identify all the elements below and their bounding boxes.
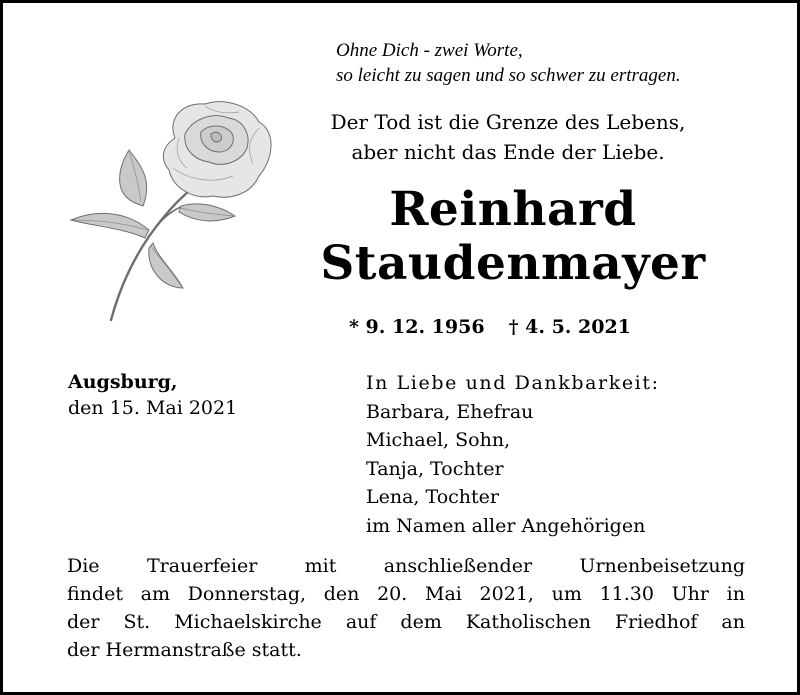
family-member: im Namen aller Angehörigen [366, 514, 646, 537]
opening-quote [336, 38, 681, 88]
death-date: † 4. 5. 2021 [508, 316, 631, 338]
family-member: Barbara, Ehefrau [366, 400, 534, 423]
family-list [366, 369, 660, 540]
place-and-date [68, 369, 237, 421]
motto-line: Der Tod ist die Grenze des Lebens, [330, 110, 686, 134]
funeral-notice [67, 552, 745, 664]
family-heading: In Liebe und Dankbarkeit: [366, 372, 660, 394]
last-name: Staudenmayer [320, 236, 706, 291]
rose-icon [63, 98, 278, 328]
notice-date: den 15. Mai 2021 [68, 397, 238, 419]
notice-line: findet am Donnerstag, den 20. Mai 2021, um 11.30 Uhr in [67, 583, 745, 605]
quote-line: Ohne Dich - zwei Worte, [336, 40, 523, 61]
motto-line: aber nicht das Ende der Liebe. [351, 140, 665, 164]
notice-line: der Hermanstraße statt. [67, 639, 302, 661]
motto [263, 107, 753, 167]
quote-line: so leicht zu sagen und so schwer zu ertragen. [336, 65, 681, 86]
notice-line: Die Trauerfeier mit anschließender Urnenbeisetzung [67, 555, 745, 577]
life-dates [349, 314, 631, 340]
place-city: Augsburg, [68, 371, 178, 393]
birth-date: * 9. 12. 1956 [349, 316, 485, 338]
family-member: Michael, Sohn, [366, 429, 511, 451]
family-member: Tanja, Tochter [366, 457, 504, 480]
first-name: Reinhard [389, 182, 637, 237]
deceased-name [263, 183, 763, 291]
family-member: Lena, Tochter [366, 486, 499, 508]
notice-line: der St. Michaelskirche auf dem Katholischen Friedhof an [67, 611, 745, 633]
